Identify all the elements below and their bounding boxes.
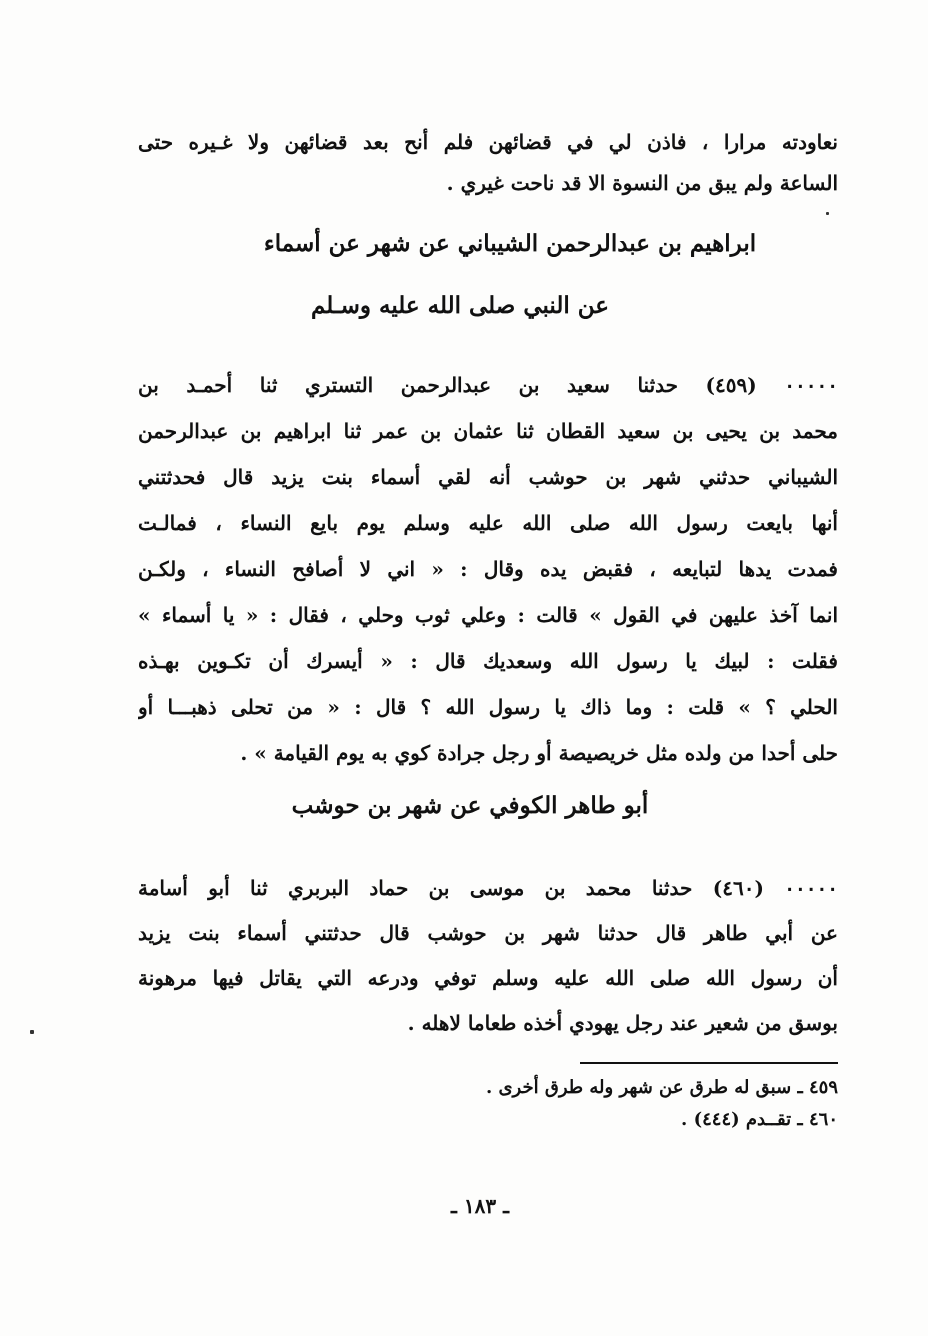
footnote: ٤٥٩ ـ سبق له طرق عن شهر وله طرق أخرى . — [485, 1077, 838, 1098]
text-line: بوسق من شعير عند رجل يهودي أخذه طعاما لاهله . — [407, 1011, 838, 1035]
scan-speck — [826, 212, 829, 215]
paragraph-continuation — [138, 122, 838, 204]
text-line: نعاودته مرارا ، فاذن لي في قضائهن فلم أنح بعد قضائهن ولا غـيره حتى — [138, 130, 838, 154]
text-line: عن أبي طاهر قال حدثنا شهر بن حوشب قال حدثتني أسماء بنت يزيد — [138, 921, 838, 945]
hadith-459 — [138, 362, 838, 776]
text-line: الشيباني حدثني شهر بن حوشب أنه لقي أسماء بنت يزيد قال فحدثتني — [138, 465, 838, 489]
hadith-460 — [138, 866, 838, 1046]
section-heading: ابراهيم بن عبدالرحمن الشيباني عن شهر عن أسماء — [263, 230, 757, 257]
text-line: انما آخذ عليهن في القول » قالت : وعلي ثوب وحلي ، فقال : « يا أسماء » — [138, 603, 838, 627]
footnote-divider — [580, 1062, 838, 1064]
text-line: فمدت يدها لتبايعه ، فقبض يده وقال : « اني لا أصافح النساء ، ولكـن — [138, 557, 838, 581]
text-line: أنها بايعت رسول الله صلى الله عليه وسلم يوم بايع النساء ، فمالـت — [138, 511, 838, 535]
text-line: ٠٠٠٠٠ (٤٥٩) حدثنا سعيد بن عبدالرحمن التستري ثنا أحمـد بن — [138, 373, 838, 397]
text-line: فقلت : لبيك يا رسول الله وسعديك قال : « أيسرك أن تكـوين بهـذه — [138, 649, 838, 673]
text-line: محمد بن يحيى بن سعيد القطان ثنا عثمان بن عمر ثنا ابراهيم بن عبدالرحمن — [138, 419, 838, 443]
text-line: حلى أحدا من ولده مثل خريصيصة أو رجل جرادة كوي به يوم القيامة » . — [240, 741, 838, 765]
page-number: ـ ١٨٣ ـ — [451, 1194, 509, 1218]
scan-speck — [30, 1030, 34, 1034]
text-line: الحلي ؟ » قلت : وما ذاك يا رسول الله ؟ قال : « من تحلى ذهبـــا أو — [138, 695, 838, 719]
footnotes — [330, 1072, 838, 1136]
text-line: الساعة ولم يبق من النسوة الا قد ناحت غيري . — [446, 171, 838, 195]
text-line: ٠٠٠٠٠ (٤٦٠) حدثنا محمد بن موسى بن حماد البربري ثنا أبو أسامة — [138, 876, 838, 900]
section-subheading: عن النبي صلى الله عليه وسـلم — [310, 292, 610, 319]
text-line: أن رسول الله صلى الله عليه وسلم توفي ودرعه التي يقاتل فيها مرهونة — [138, 966, 838, 990]
footnote: ٤٦٠ ـ تقــدم (٤٤٤) . — [681, 1109, 838, 1130]
section-heading: أبو طاهر الكوفي عن شهر بن حوشب — [291, 792, 649, 819]
